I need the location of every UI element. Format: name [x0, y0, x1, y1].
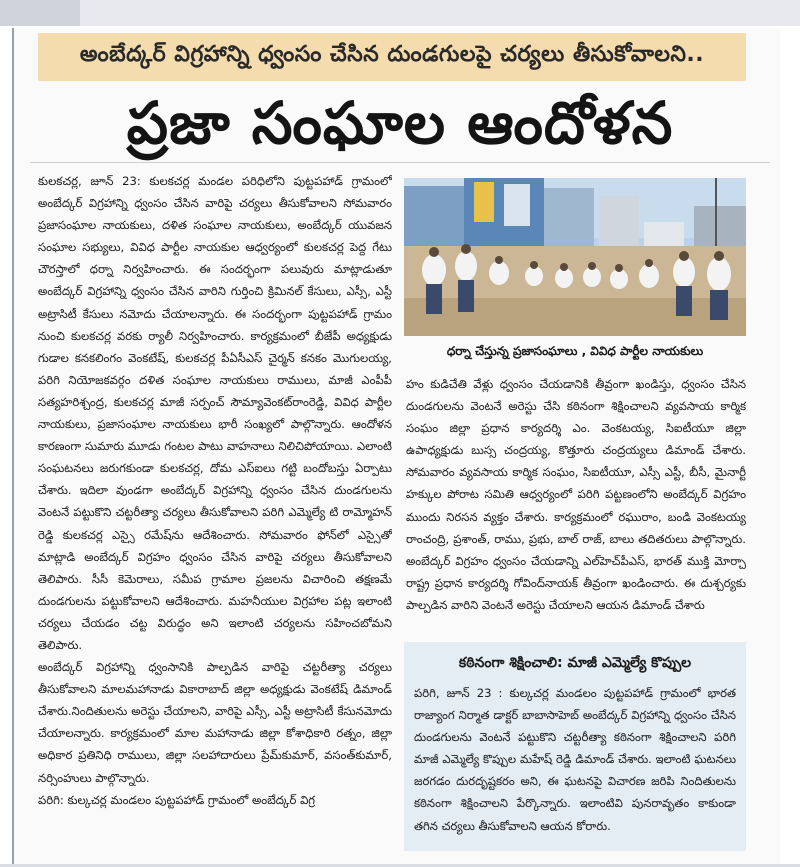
sidebar-box	[404, 642, 746, 851]
column-rule	[12, 28, 14, 864]
left-paragraph-3: పరిగి: కుల్కచర్ల మండలం పుట్టపహాడ్ గ్రామంలో అంబేద్కర్ విగ్ర	[38, 792, 316, 807]
sidebar-body	[414, 682, 736, 848]
top-strip	[0, 0, 800, 26]
photo-caption: ధర్నా చేస్తున్న ప్రజాసంఘాలు , వివిధ పార్టీల నాయకులు	[446, 344, 704, 358]
headline-divider	[30, 162, 770, 163]
main-headline: ప్రజా సంఘాల ఆందోళన	[126, 89, 674, 157]
protest-photo	[404, 178, 746, 336]
left-paragraph-1: కులకచర్ల, జూన్ 23: కులకచర్ల మండల పరిధిలోని పుట్టపహాడ్ గ్రామంలో అంబేద్కర్ విగ్రహాన్ని ధ్వంసం చేసిన వారిపై చర్యలు తీసుకోవాలని సోమవారం ప్రజాసంఘాల నాయకులు, దళిత సంఘాల నాయకులు, అంబేద్కర్ యువజన సంఘాల సభ్యులు, వివిధ పార్టీల నాయకుల ఆధ్వర్యంలో కులకచర్ల పెద్ద గేటు చౌరస్తాలో ధర్నా నిర్వహించారు. ఈ సందర్భంగా పలువురు మాట్లాడుతూ అంబేద్కర్ విగ్రహాన్ని ధ్వంసం చేసిన వారిని గుర్తించి క్రిమినల్ కేసులు, ఎస్సీ, ఎస్టీ అట్రాసిటీ కేసులు నమోదు చేయాలన్నారు. ఈ సందర్భంగా పుట్టపహాడ్ గ్రామం నుంచి కులకచర్ల వరకు ర్యాలీ నిర్వహించారు. కార్యక్రమంలో బీజేపీ అధ్యక్షుడు గుడాల కనకలింగం వెంకటేష్, కులకచర్ల పీఏసీఎస్ చైర్మన్ కనకం మొగులయ్య, పరిగి నియోజకవర్గం దళిత సంఘాల నాయకులు రాములు, మాజీ ఎంపీపీ సత్యహరిశ్చంద్ర, కులకచర్ల మాజీ సర్పంచ్ సౌమ్యావెంకట్‌రాంరెడ్డి, వివిధ పార్టీల నాయకులు, ప్రజాసంఘాల నాయకులు భారీ సంఖ్యలో పాల్గొన్నారు. ఆందోళన కారణంగా సుమారు మూడు గంటల పాటు వాహనాలు నిలిచిపోయాయి. ఎలాంటి సంఘటనలు జరుగకుండా కులకచర్ల, దోమ ఎస్‌ఐలు గట్టి బందోబస్తు ఏర్పాటు చేశారు. ఇదిలా వుండగా అంబేద్కర్ విగ్రహాన్ని ధ్వంసం చేసిన దుండగులను వెంటనే పట్టుకొని చట్టరీత్యా చర్యలు తీసుకోవాలని పరిగి ఎమ్మెల్యే టి రామ్మోహన్ రెడ్డి కులకచర్ల ఎస్సై రమేష్‌ను ఆదేశించారు. సోమవారం ఫోన్‌లో ఎస్సైతో మాట్లాడి అంబేద్కర్ విగ్రహం ధ్వంసం చేసిన వారిపై చర్యలు తీసుకోవాలని తెలిపారు. సీసీ కెమెరాలు, సమీప గ్రామాల ప్రజలను విచారించి తక్షణమే దుండగులను పట్టుకోవాలని ఆదేశించారు. మహనీయుల విగ్రహాల పట్ల ఇలాంటి చర్యలు చేయడం చట్ట విరుద్ధం అని ఇలాంటి చర్యలను సహించబోమని తెలిపారు.	[38, 174, 392, 652]
right-column	[406, 373, 746, 638]
right-paragraph-1: హం కుడిచేతి వేళ్లు ధ్వంసం చేయడానికి తీవ్రంగా ఖండిస్తు, ధ్వంసం చేసిన దుండగులను వెంటనే అరెస్టు చేసి కఠినంగా శిక్షించాలని వ్యవసాయ కార్మిక సంఘం జిల్లా ప్రధాన కార్యదర్శి ఎం. వెంకటయ్య, సిఐటీయూ జిల్లా ఉపాధ్యక్షుడు బుస్స చంద్రయ్య, కొత్తూరు చంద్రయ్యలు డిమాండ్ చేశారు. సోమవారం వ్యవసాయ కార్మిక సంఘం, సిఐటీయూ, ఎస్సీ ఎస్టీ, బీసీ, మైనార్టీ హక్కుల పోరాట సమితి ఆధ్వర్యంలో పరిగి పట్టణంలోని అంబేద్కర్ విగ్రహం ముందు నిరసన వ్యక్తం చేశారు. కార్యక్రమంలో రఘురాం, బండి వెంకటయ్య రాంచంద్రి, ప్రశాంత్, రాము, ప్రభు, బాల్ రాజ్, బాలు తదితరులు పాల్గొన్నారు. అంబేద్కర్ విగ్రహం ధ్వంసం చేయడాన్ని ఎల్‌హెచ్‌పీఎస్, భారత్ ముక్తి మోర్చా రాష్ట్ర ప్రధాన కార్యదర్శి గోవింద్‌నాయక్ తీవ్రంగా ఖండించారు. ఈ దుశ్చర్యకు పాల్పడిన వారిని వెంటనే అరెస్టు చేయాలని ఆయన డిమాండ్ చేశారు	[406, 377, 746, 612]
top-strip-tab	[0, 0, 80, 26]
left-column	[38, 170, 392, 854]
sidebar-paragraph: పరిగి, జూన్ 23 : కుల్కచర్ల మండలం పుట్టపహాడ్ గ్రామంలో భారత రాజ్యాంగ నిర్మాత డాక్టర్ బాబాసాహెబ్ అంబేద్కర్ విగ్రహాన్ని ధ్వంసం చేసిన దుండగులను వెంటనే పట్టుకొని చట్టరీత్యా కఠినంగా శిక్షించాలని పరిగి మాజీ ఎమ్మెల్యే కొప్పుల మహేష్ రెడ్డి డిమాండ్ చేశారు. ఇలాంటి ఘటనలు జరగడం దురదృష్టకరం అని, ఈ ఘటనపై విచారణ జరిపి నిందితులను కఠినంగా శిక్షించాలని పేర్కొన్నారు. ఇలాంటివి పునరావృతం కాకుండా తగిన చర్యలు తీసుకోవాలని ఆయన కోరారు.	[414, 686, 736, 833]
kicker-headline: అంబేద్కర్ విగ్రహాన్ని ధ్వంసం చేసిన దుండగులపై చర్యలు తీసుకోవాలని..	[38, 33, 746, 81]
sidebar-title: కఠినంగా శిక్షించాలి: మాజీ ఎమ్మెల్యే కొప్పుల	[458, 655, 692, 671]
left-paragraph-2: అంబేద్కర్ విగ్రహాన్ని ధ్వంసానికి పాల్పడిన వారిపై చట్టరీత్యా చర్యలు తీసుకోవాలని మాలమహానాడు వికారాబాద్ జిల్లా అధ్యక్షుడు వెంకటేష్ డిమాండ్ చేశారు.నిందితులను అరెస్టు చేయాలని, వారిపై ఎస్సీ, ఎస్టీ అట్రాసిటీ కేసునమోదు చేయాలన్నారు. కార్యక్రమంలో మాల మహానాడు జిల్లా కోశాధికారి రత్నం, జిల్లా అధికార ప్రతినిధి రాములు, జిల్లా సలహాదారులు ప్రేమ్‌కుమార్, వసంత్‌కుమార్, నర్సింహులు పాల్గొన్నారు.	[38, 660, 392, 785]
protest-photo-illustration	[404, 178, 746, 336]
